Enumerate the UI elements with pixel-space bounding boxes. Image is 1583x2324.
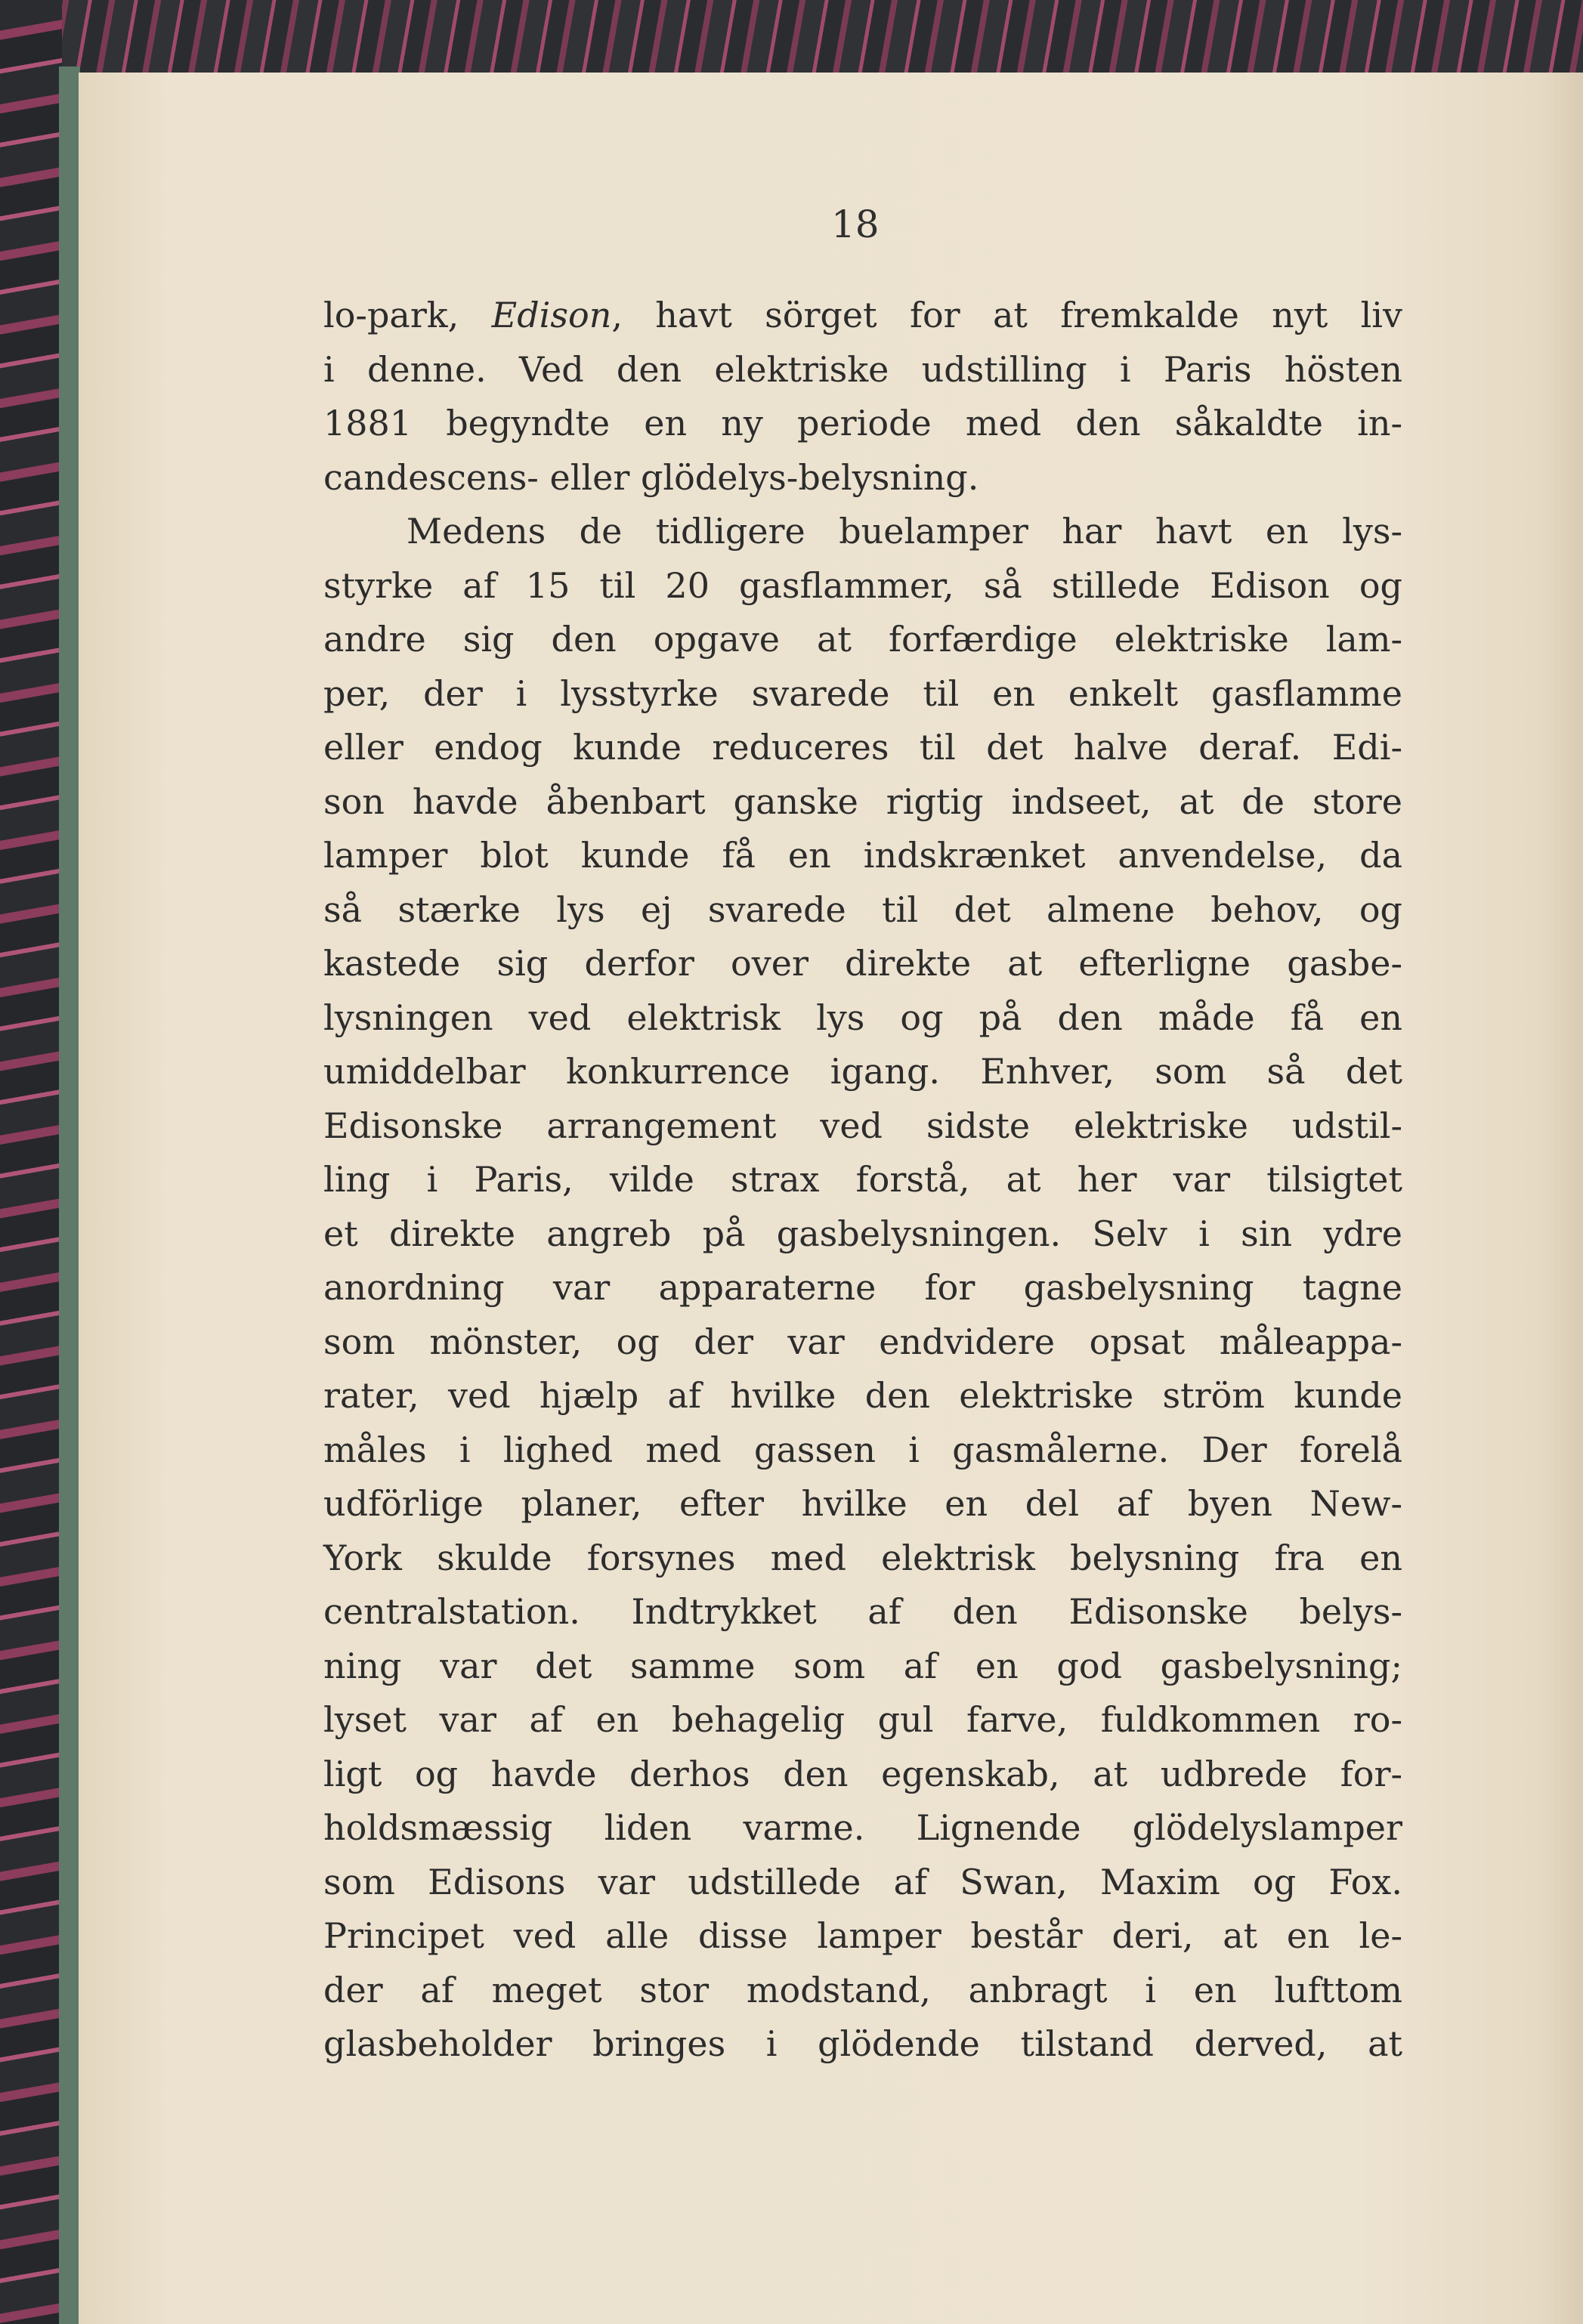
text-line — [323, 289, 1402, 343]
text-line: 1881 begyndte en ny periode med den såkaldte in- — [323, 403, 1402, 443]
book-cover-top — [0, 0, 1583, 76]
text-line: centralstation. Indtrykket af den Edisonske belys- — [323, 1591, 1402, 1632]
text-line: rater, ved hjælp af hvilke den elektriske ström kunde — [323, 1375, 1402, 1416]
text-line: i denne. Ved den elektriske udstilling i Paris hösten — [323, 348, 1402, 390]
text-line: umiddelbar konkurrence igang. Enhver, som så det — [323, 1051, 1402, 1092]
text-line: York skulde forsynes med elektrisk belysning fra en — [323, 1537, 1402, 1578]
page-number: 18 — [831, 202, 880, 246]
text-segment: , havt sörget for at fremkalde nyt liv — [611, 295, 1402, 335]
text-segment: lo-park, — [323, 295, 492, 335]
italic-name: Edison — [491, 295, 612, 335]
text-line: måles i lighed med gassen i gasmålerne. Der forelå — [323, 1429, 1402, 1470]
text-line: ning var det samme som af en god gasbelysning; — [323, 1645, 1402, 1686]
text-line: ling i Paris, vilde strax forstå, at her var tilsigtet — [323, 1159, 1402, 1200]
text-line: kastede sig derfor over direkte at efterligne gasbe- — [323, 943, 1402, 984]
text-line: så stærke lys ej svarede til det almene behov, og — [323, 888, 1402, 930]
text-line: glasbeholder bringes i glödende tilstand derved, at — [323, 2023, 1402, 2064]
text-line: udförlige planer, efter hvilke en del af byen New- — [323, 1483, 1402, 1524]
text-line: lamper blot kunde få en indskrænket anvendelse, da — [323, 835, 1402, 876]
text-line: per, der i lysstyrke svarede til en enkelt gasflamme — [323, 672, 1402, 714]
text-line: styrke af 15 til 20 gasflammer, så stillede Edison og — [323, 564, 1402, 606]
text-line: et direkte angreb på gasbelysningen. Selv i sin ydre — [323, 1213, 1402, 1254]
text-line: der af meget stor modstand, anbragt i en lufttom — [323, 1969, 1402, 2010]
text-line: ligt og havde derhos den egenskab, at udbrede for- — [323, 1753, 1402, 1794]
text-line: lysningen ved elektrisk lys og på den måde få en — [323, 997, 1402, 1038]
book-cover-left — [0, 0, 62, 2324]
text-line: andre sig den opgave at forfærdige elektriske lam- — [323, 619, 1402, 660]
text-line: som mönster, og der var endvidere opsat måleappa- — [323, 1321, 1402, 1362]
text-line: anordning var apparaterne for gasbelysning tagne — [323, 1267, 1402, 1308]
text-line: Principet ved alle disse lamper består deri, at en le- — [323, 1915, 1402, 1956]
page-edge — [59, 66, 80, 2324]
text-line: son havde åbenbart ganske rigtig indseet, at de store — [323, 780, 1402, 822]
body-text — [323, 289, 1402, 2072]
text-line: holdsmæssig liden varme. Lignende glödelyslamper — [323, 1807, 1402, 1848]
text-line: eller endog kunde reduceres til det halve deraf. Edi- — [323, 727, 1402, 768]
text-line: candescens- eller glödelys-belysning. — [323, 456, 979, 498]
text-line: som Edisons var udstillede af Swan, Maxim og Fox. — [323, 1861, 1402, 1902]
text-line: Edisonske arrangement ved sidste elektriske udstil- — [323, 1105, 1402, 1146]
text-line: lyset var af en behagelig gul farve, fuldkommen ro- — [323, 1699, 1402, 1740]
text-line: Medens de tidligere buelamper har havt en lys- — [407, 511, 1402, 552]
